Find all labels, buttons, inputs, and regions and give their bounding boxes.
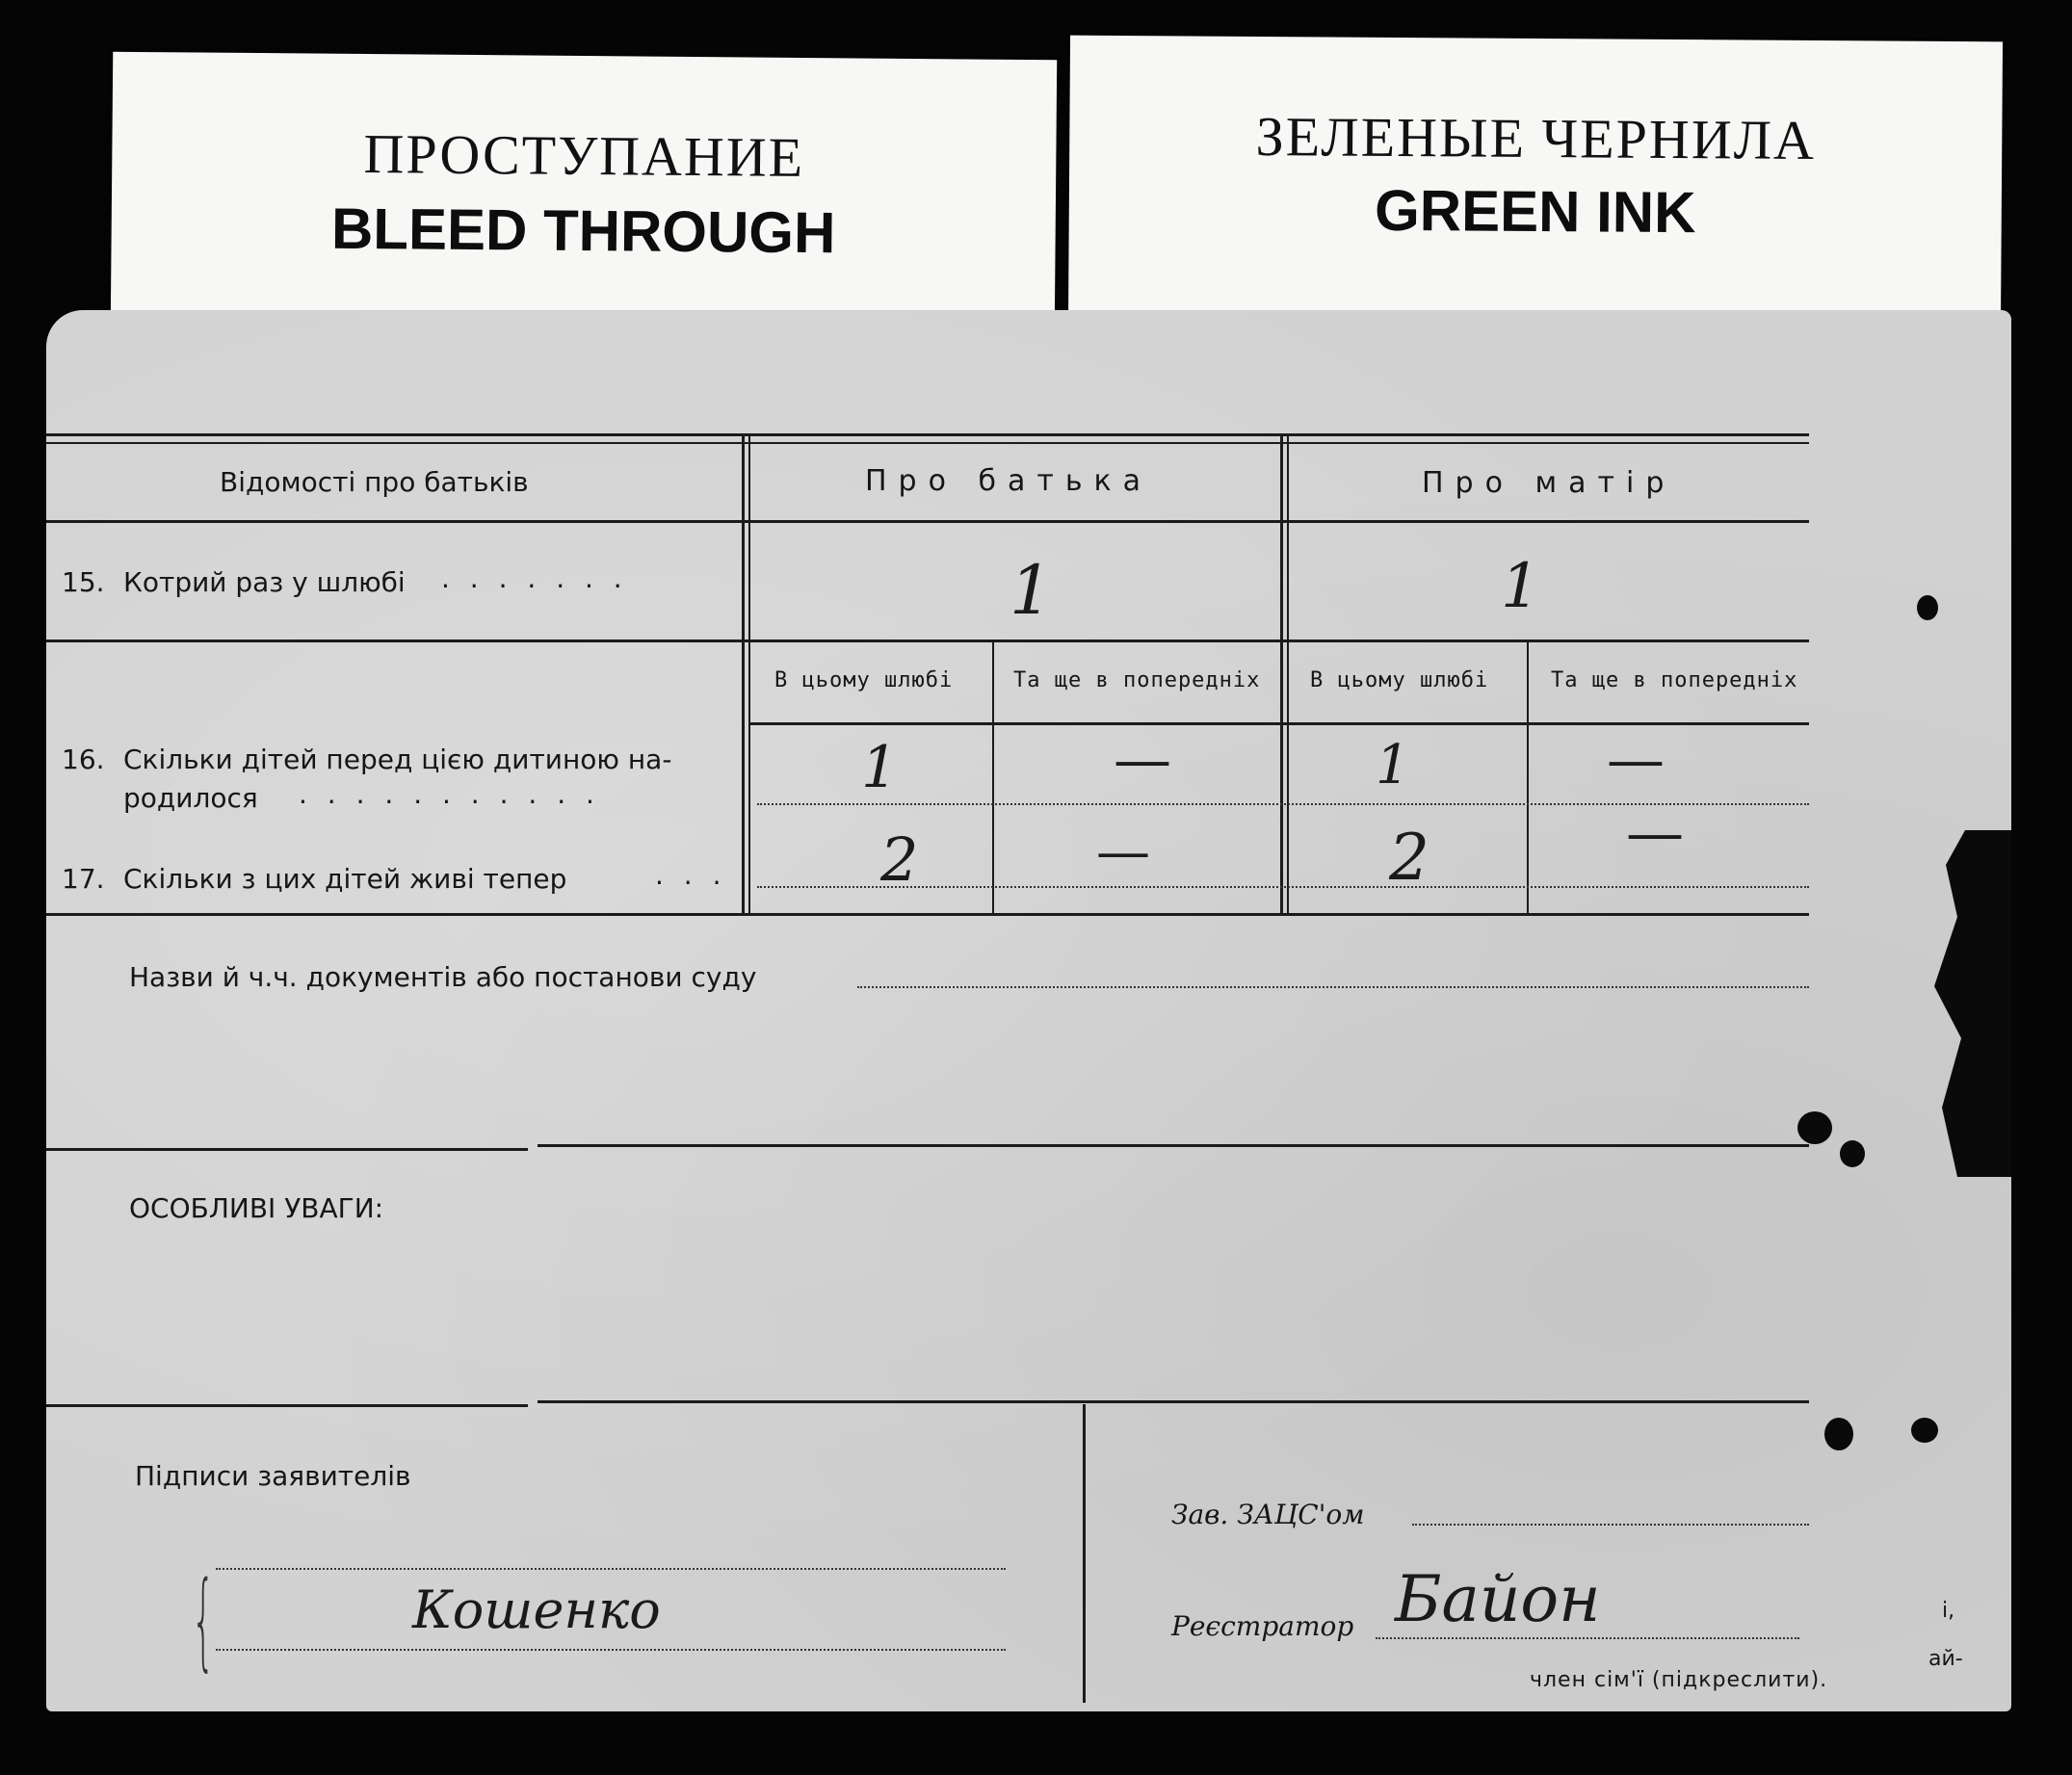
row-16-number: 16. (62, 744, 105, 775)
bleed-through-russian-text: ПРОСТУПАНИЕ (363, 122, 805, 189)
mother-column-header: Про матір (1422, 466, 1676, 500)
binding-hole-2 (1797, 1111, 1832, 1144)
row-17-mother-this-value: 2 (1389, 821, 1429, 895)
binding-hole-1 (1917, 595, 1938, 620)
binding-hole-4 (1824, 1418, 1853, 1450)
row-16-mother-prev-value: — (1607, 726, 1665, 794)
row-17-father-this-value: 2 (880, 824, 919, 895)
registrar-label: Реєстратор (1171, 1610, 1354, 1642)
green-ink-russian-text: ЗЕЛЕНЫЕ ЧЕРНИЛА (1255, 104, 1817, 172)
bleed-through-english-text: BLEED THROUGH (330, 196, 836, 266)
row-17-mother-prev-value: — (1626, 799, 1684, 867)
row-16-father-this-value: 1 (861, 734, 899, 801)
row-17-father-prev-value: — (1096, 821, 1150, 883)
applicant-signature: Кошенко (412, 1579, 661, 1640)
row-16-label-line2: родилося (123, 782, 258, 814)
father-this-marriage-header: В цьому шлюбі (774, 668, 954, 692)
row-17-dotted-line (757, 886, 1809, 888)
special-notes-label: ОСОБЛИВІ УВАГИ: (129, 1192, 384, 1224)
notes-top-rule-right (538, 1144, 1809, 1147)
row-17-label: Скільки з цих дітей живі тепер (123, 863, 567, 895)
mother-previous-header: Та ще в попередніх (1551, 668, 1798, 692)
bleed-through-label-card (111, 52, 1057, 340)
row-15-number: 15. (62, 566, 105, 598)
applicants-signatures-label: Підписи заявителів (135, 1460, 411, 1492)
row-16-father-prev-value: — (1114, 726, 1171, 794)
row-16-mother-this-value: 1 (1376, 734, 1410, 796)
torn-edge-segment (1934, 830, 2011, 1177)
signature-line-2 (216, 1649, 1006, 1651)
row-15-father-value: 1 (1010, 551, 1053, 630)
table-top-rule (46, 433, 1809, 436)
row-17-number: 17. (62, 863, 105, 895)
edge-fragment-2: ай- (1928, 1647, 1963, 1671)
table-bottom-rule (46, 913, 1809, 916)
subheader-bottom-rule (749, 722, 1809, 725)
column-divider-2 (1280, 433, 1283, 913)
mother-subcolumn-divider (1527, 642, 1529, 914)
row-15-label: Котрий раз у шлюбі (123, 566, 406, 598)
zags-head-label: Зав. ЗАЦС'ом (1171, 1499, 1365, 1530)
edge-fragment-1: і, (1942, 1599, 1955, 1623)
mother-this-marriage-header: В цьому шлюбі (1310, 668, 1489, 692)
signature-brace: { (191, 1558, 216, 1682)
parents-info-header: Відомості про батьків (220, 466, 529, 498)
green-ink-label-card (1068, 36, 2003, 331)
signature-line-1 (216, 1568, 1006, 1570)
row-15-bottom-rule (46, 640, 1809, 642)
row-16-label-line1: Скільки дітей перед цією дитиною на- (123, 744, 672, 775)
father-previous-header: Та ще в попередніх (1013, 668, 1261, 692)
registration-form-sheet (46, 310, 2011, 1711)
row-15-leader: . . . . . . . (441, 562, 628, 594)
column-divider-1b (748, 433, 750, 913)
column-divider-1 (742, 433, 745, 913)
row-16-leader: . . . . . . . . . . . (299, 778, 600, 810)
column-divider-2b (1287, 433, 1289, 913)
signatures-divider (1083, 1404, 1086, 1703)
row-15-mother-value: 1 (1501, 551, 1540, 622)
row-17-leader: . . . (655, 859, 727, 891)
documents-dotted-line (857, 986, 1809, 988)
table-top-rule-2 (46, 442, 1809, 444)
registrar-line (1376, 1637, 1799, 1639)
header-bottom-rule (46, 520, 1809, 523)
green-ink-english-text: GREEN INK (1374, 177, 1696, 246)
father-column-header: Про батька (865, 464, 1153, 498)
registrar-signature: Байон (1395, 1562, 1601, 1636)
zags-head-line (1412, 1524, 1809, 1526)
binding-hole-5 (1911, 1418, 1938, 1443)
signatures-top-rule-left (46, 1404, 528, 1407)
father-subcolumn-divider (992, 642, 994, 914)
signatures-top-rule-right (538, 1400, 1809, 1403)
documents-label: Назви й ч.ч. документів або постанови суду (129, 961, 757, 993)
binding-hole-3 (1840, 1140, 1865, 1167)
notes-top-rule-left (46, 1148, 528, 1151)
family-member-footnote: член сім'ї (підкреслити). (1530, 1668, 1828, 1692)
